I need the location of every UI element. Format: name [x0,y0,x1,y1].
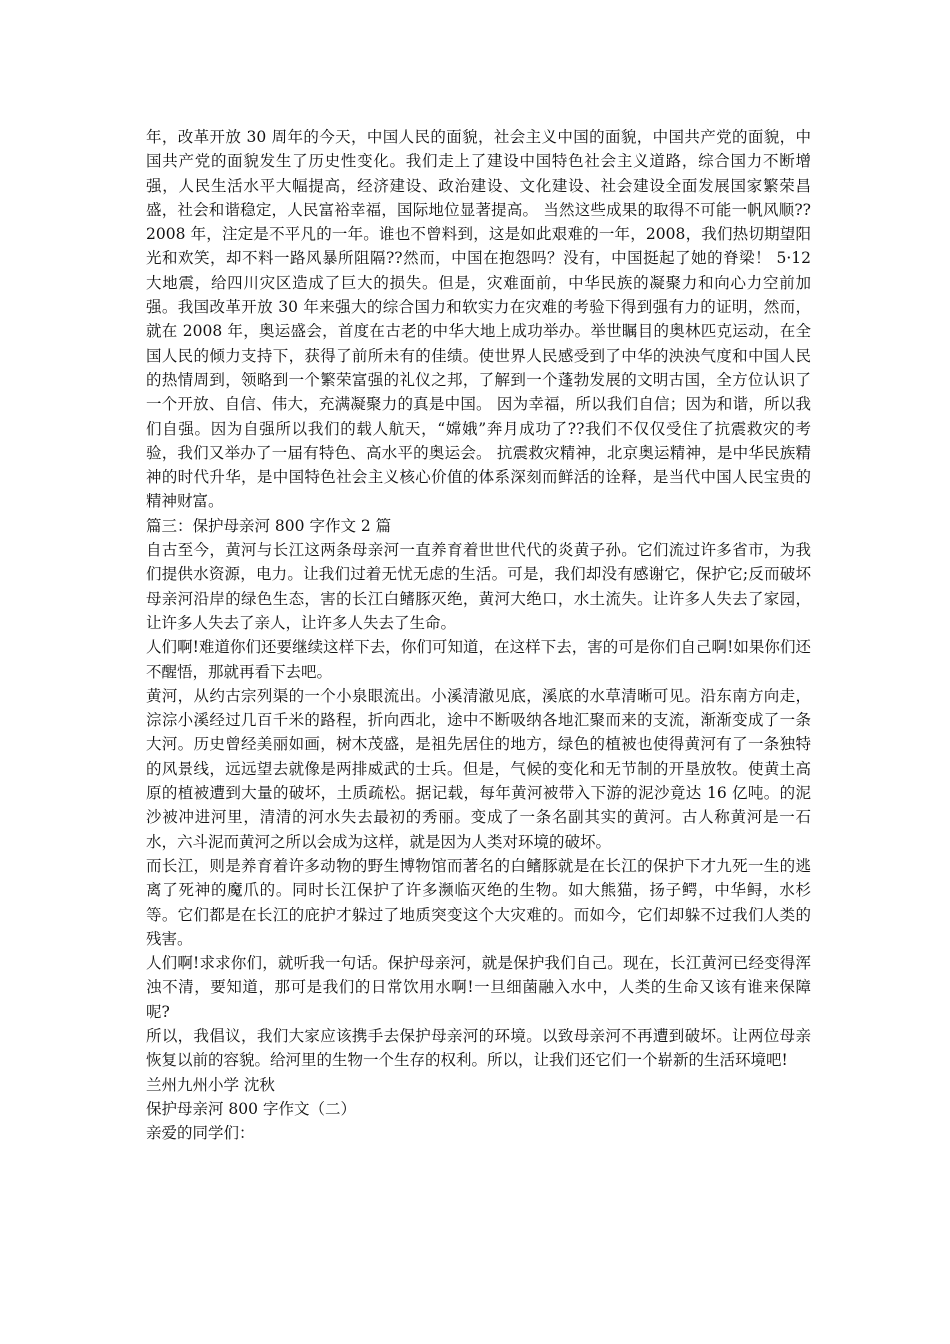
author-signature: 兰州九州小学 沈秋 [146,1075,275,1094]
paragraph-proposal: 所以，我倡议，我们大家应该携手去保护母亲河的环境。以致母亲河不再遭到破坏。让两位母亲恢复以前的容貌。给河里的生物一个生存的权利。所以，让我们还它们一个崭新的生活环境吧! [146,1026,811,1070]
paragraph-yangtze-river: 而长江，则是养育着许多动物的野生博物馆而著名的白鳍豚就是在长江的保护下才九死一生的逃离了死神的魔爪的。同时长江保护了许多濒临灭绝的生物。如大熊猫，扬子鳄，中华鲟，水杉等。它们都是在长江的庇护才躲过了地质突变这个大灾难的。而如今，它们却躲不过我们人类的残害。 [146,856,811,948]
paragraph-yellow-river: 黄河，从约古宗列渠的一个小泉眼流出。小溪清澈见底，溪底的水草清晰可见。沿东南方向走，淙淙小溪经过几百千米的路程，折向西北，途中不断吸纳各地汇聚而来的支流，渐渐变成了一条大河。历史曾经美丽如画，树木茂盛，是祖先居住的地方，绿色的植被也使得黄河有了一条独特的风景线，远远望去就像是两排威武的士兵。但是，气候的变化和无节制的开垦放牧。使黄土高原的植被遭到大量的破坏，土质疏松。据记载，每年黄河被带入下游的泥沙竟达 16 亿吨。的泥沙被冲进河里，清清的河水失去最初的秀丽。变成了一条名副其实的黄河。古人称黄河是一石水，六斗泥而黄河之所以会成为这样，就是因为人类对环境的破坏。 [146,686,811,851]
paragraph-reform-anniversary: 年，改革开放 30 周年的今天，中国人民的面貌，社会主义中国的面貌，中国共产党的面貌，中国共产党的面貌发生了历史性变化。我们走上了建设中国特色社会主义道路，综合国力不断增强，人民生活水平大幅提高，经济建设、政治建设、文化建设、社会建设全面发展国家繁荣昌盛，社会和谐稳定，人民富裕幸福，国际地位显著提高。 当然这些成果的取得不可能一帆风顺?? 2008 年，注定是不平凡的一年。谁也不曾料到，这是如此艰难的一年，2008，我们热切期望阳光和欢笑，却不料一路风暴所阻隔??然而，中国在抱怨吗？没有，中国挺起了她的脊梁！ 5·12 大地震，给四川灾区造成了巨大的损失。但是，灾难面前，中华民族的凝聚力和向心力空前加强。我国改革开放 30 年来强大的综合国力和软实力在灾难的考验下得到强有力的证明，然而，就在 2008 年，奥运盛会，首度在古老的中华大地上成功举办。举世瞩目的奥林匹克运动，在全国人民的倾力支持下，获得了前所未有的佳绩。使世界人民感受到了中华的泱泱气度和中国人民的热情周到，领略到一个繁荣富强的礼仪之邦，了解到一个蓬勃发展的文明古国，全方位认识了一个开放、自信、伟大，充满凝聚力的真是中国。 因为幸福，所以我们自信；因为和谐，所以我们自强。因为自强所以我们的载人航天，“嫦娥”奔月成功了??我们不仅仅受住了抗震救灾的考验，我们又举办了一届有特色、高水平的奥运会。 抗震救灾精神，北京奥运精神，是中华民族精神的时代升华，是中国特色社会主义核心价值的体系深刻而鲜活的诠释，是当代中国人民宝贵的精神财富。 [146,128,811,511]
paragraph-plea: 人们啊!求求你们，就听我一句话。保护母亲河，就是保护我们自己。现在，长江黄河已经变得浑浊不清，要知道，那可是我们的日常饮用水啊!一旦细菌融入水中，人类的生命又该有谁来保障呢? [146,954,811,1021]
paragraph-appeal-to-people: 人们啊!难道你们还要继续这样下去，你们可知道，在这样下去，害的可是你们自己啊!如果你们还不醒悟，那就再看下去吧。 [146,638,811,681]
document-body [146,125,811,1145]
section-heading-part-three: 篇三：保护母亲河 800 字作文 2 篇 [146,516,392,535]
paragraph-mother-rivers-intro: 自古至今，黄河与长江这两条母亲河一直养育着世世代代的炎黄子孙。它们流过许多省市，为我们提供水资源，电力。让我们过着无忧无虑的生活。可是，我们却没有感谢它，保护它;反而破坏母亲河沿岸的绿色生态，害的长江白鳍豚灭绝，黄河大绝口，水土流失。让许多人失去了家园，让许多人失去了亲人，让许多人失去了生命。 [146,541,811,632]
salutation: 亲爱的同学们： [146,1124,255,1143]
essay-two-title: 保护母亲河 800 字作文（二） [146,1099,356,1118]
